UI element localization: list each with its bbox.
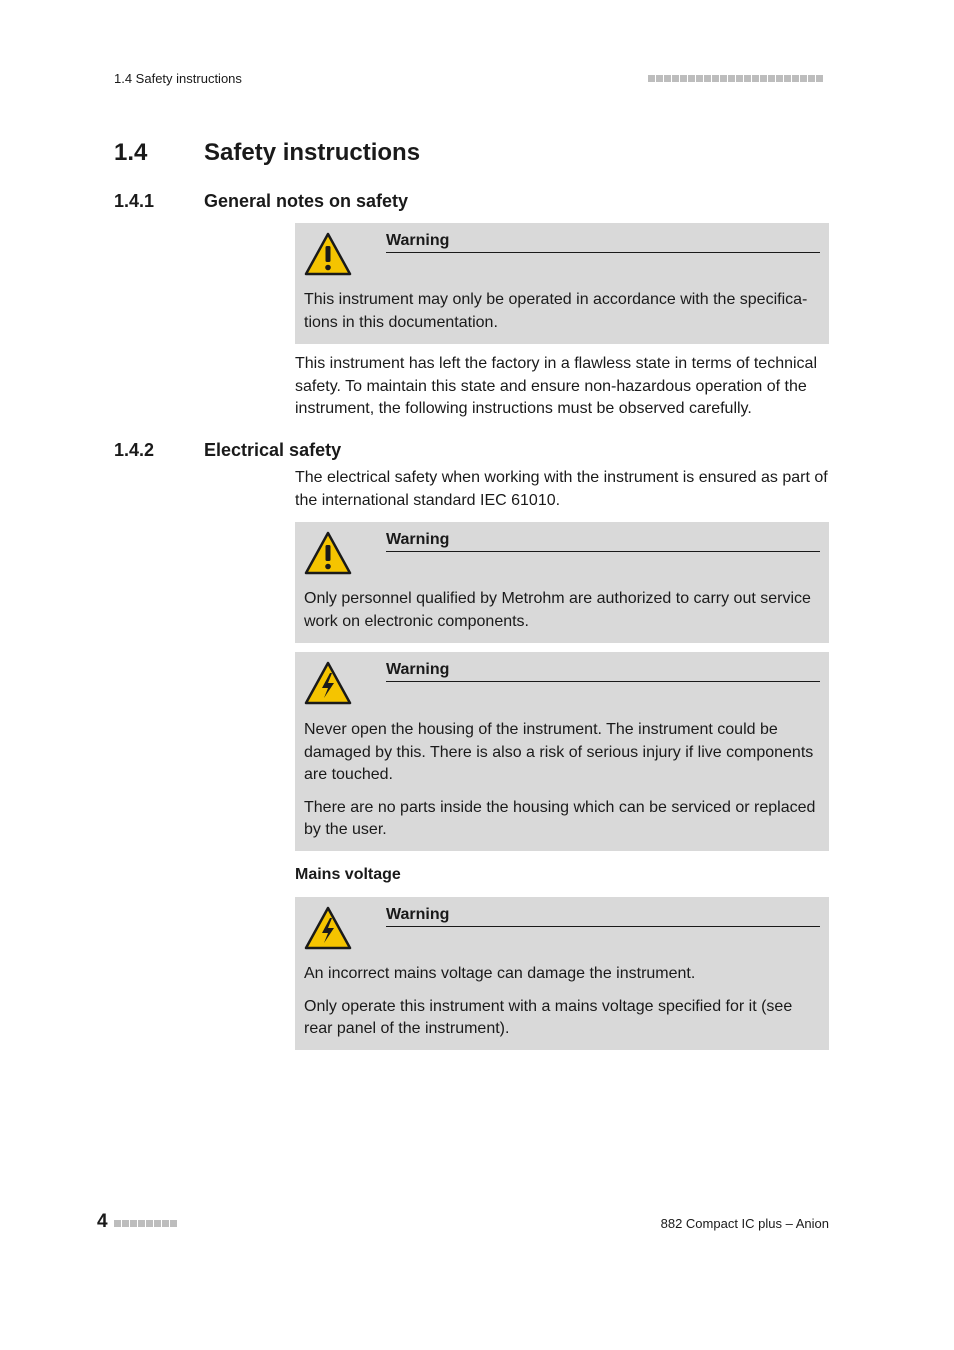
warning-title: Warning bbox=[386, 531, 820, 552]
footer-decoration bbox=[114, 1220, 177, 1227]
general-safety-paragraph: This instrument has left the factory in a flawless state in terms of technical safety. To maintain this state and ensure non-hazardous operation of the instrument, the following instructions must be observed carefully. bbox=[295, 355, 817, 417]
warning-body bbox=[304, 588, 820, 643]
subsection-title: Electrical safety bbox=[204, 440, 342, 460]
warning-title: Warning bbox=[386, 661, 820, 682]
warning-text: Only personnel qualified by Metrohm are authorized to carry out service work on electronic components. bbox=[304, 590, 811, 630]
subsection-number: 1.4.2 bbox=[114, 440, 155, 460]
warning-box-service bbox=[295, 522, 829, 643]
product-name: 882 Compact IC plus – Anion bbox=[660, 1216, 829, 1231]
warning-text: Only operate this instrument with a mains voltage specified for it (see rear panel of the instrument). bbox=[304, 997, 793, 1037]
warning-box-mains bbox=[295, 897, 829, 1050]
subsection-number: 1.4.1 bbox=[114, 191, 155, 211]
electrical-hazard-icon bbox=[304, 661, 352, 705]
electrical-hazard-icon bbox=[304, 906, 352, 950]
warning-triangle-icon bbox=[304, 232, 352, 276]
warning-box-operation bbox=[295, 223, 829, 344]
header-decoration bbox=[648, 75, 823, 82]
warning-body bbox=[304, 289, 820, 344]
mains-voltage-heading: Mains voltage bbox=[295, 866, 401, 883]
warning-body bbox=[304, 719, 820, 852]
warning-triangle-icon bbox=[304, 531, 352, 575]
warning-title: Warning bbox=[386, 232, 820, 253]
warning-text: There are no parts inside the housing which can be serviced or replaced by the user. bbox=[304, 798, 816, 838]
warning-text: An incorrect mains voltage can damage the instrument. bbox=[304, 965, 696, 982]
subsection-title: General notes on safety bbox=[204, 191, 409, 211]
section-title: Safety instructions bbox=[204, 139, 421, 166]
page-number: 4 bbox=[97, 1211, 108, 1232]
warning-box-housing bbox=[295, 652, 829, 851]
warning-text: Never open the housing of the instrument. The instrument could be damaged by this. There is also a risk of serious injury if live components are touched. bbox=[304, 721, 814, 783]
warning-title: Warning bbox=[386, 906, 820, 927]
running-header: 1.4 Safety instructions bbox=[114, 71, 242, 86]
section-number: 1.4 bbox=[114, 139, 148, 166]
warning-body bbox=[304, 963, 820, 1051]
electrical-intro-paragraph: The electrical safety when working with the instrument is ensured as part of the international standard IEC 61010. bbox=[295, 469, 828, 509]
warning-text: This instrument may only be operated in accordance with the specifications in this documentation. bbox=[304, 291, 808, 331]
